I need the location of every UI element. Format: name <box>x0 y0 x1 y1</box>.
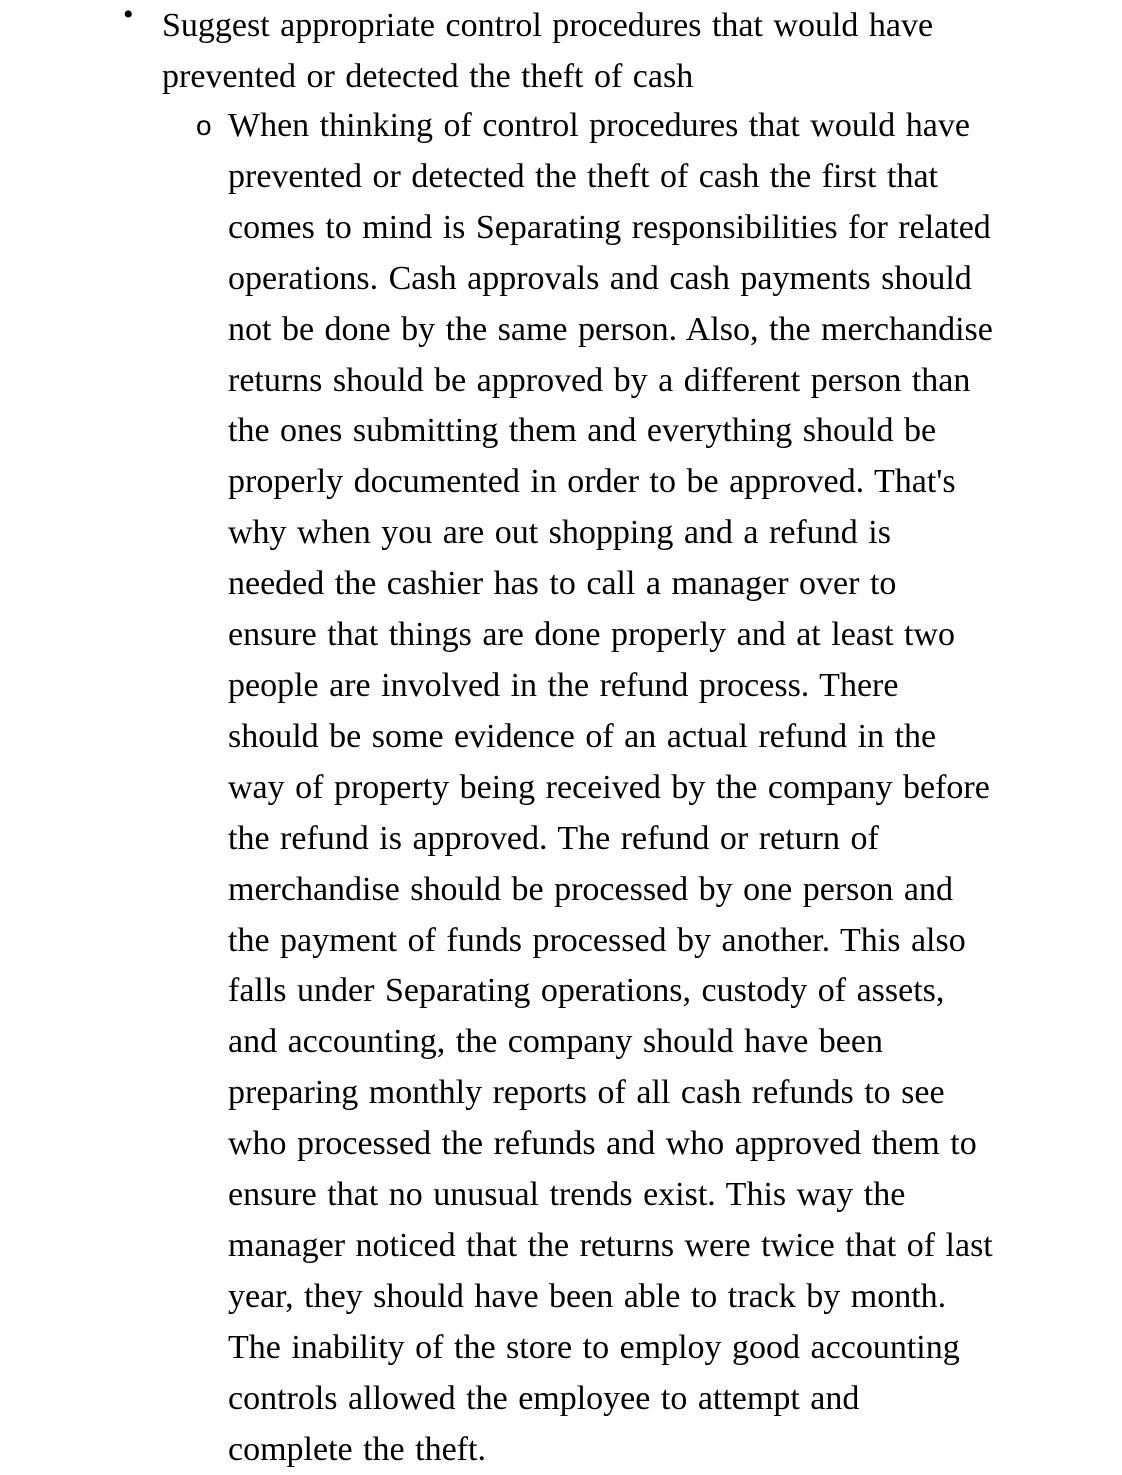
sub-bullet-item <box>228 101 993 1475</box>
sub-bullet-text: When thinking of control procedures that would have prevented or detected the theft of cash the first that comes to mind is Separating responsibilities for related operations. Cash approvals and cash payments should not be done by the same person. Also, the merchandise returns should be approved by a different person than the ones submitting them and everything should be properly documented in order to be approved. That's why when you are out shopping and a refund is needed the cashier has to call a manager over to ensure that things are done properly and at least two people are involved in the refund process. There should be some evidence of an actual refund in the way of property being received by the company before the refund is approved. The refund or return of merchandise should be processed by one person and the payment of funds processed by another. This also falls under Separating operations, custody of assets, and accounting, the company should have been preparing monthly reports of all cash refunds to see who processed the refunds and who approved them to ensure that no unusual trends exist. This way the manager noticed that the returns were twice that of last year, they should have been able to track by month. The inability of the store to employ good accounting controls allowed the employee to attempt and complete the theft. <box>228 107 993 1468</box>
bullet-marker: • <box>123 0 134 31</box>
bullet-text: Suggest appropriate control procedures that would have prevented or detected the theft of cash <box>162 7 934 95</box>
sub-bullet-marker: o <box>196 110 212 141</box>
bullet-item <box>162 0 982 102</box>
